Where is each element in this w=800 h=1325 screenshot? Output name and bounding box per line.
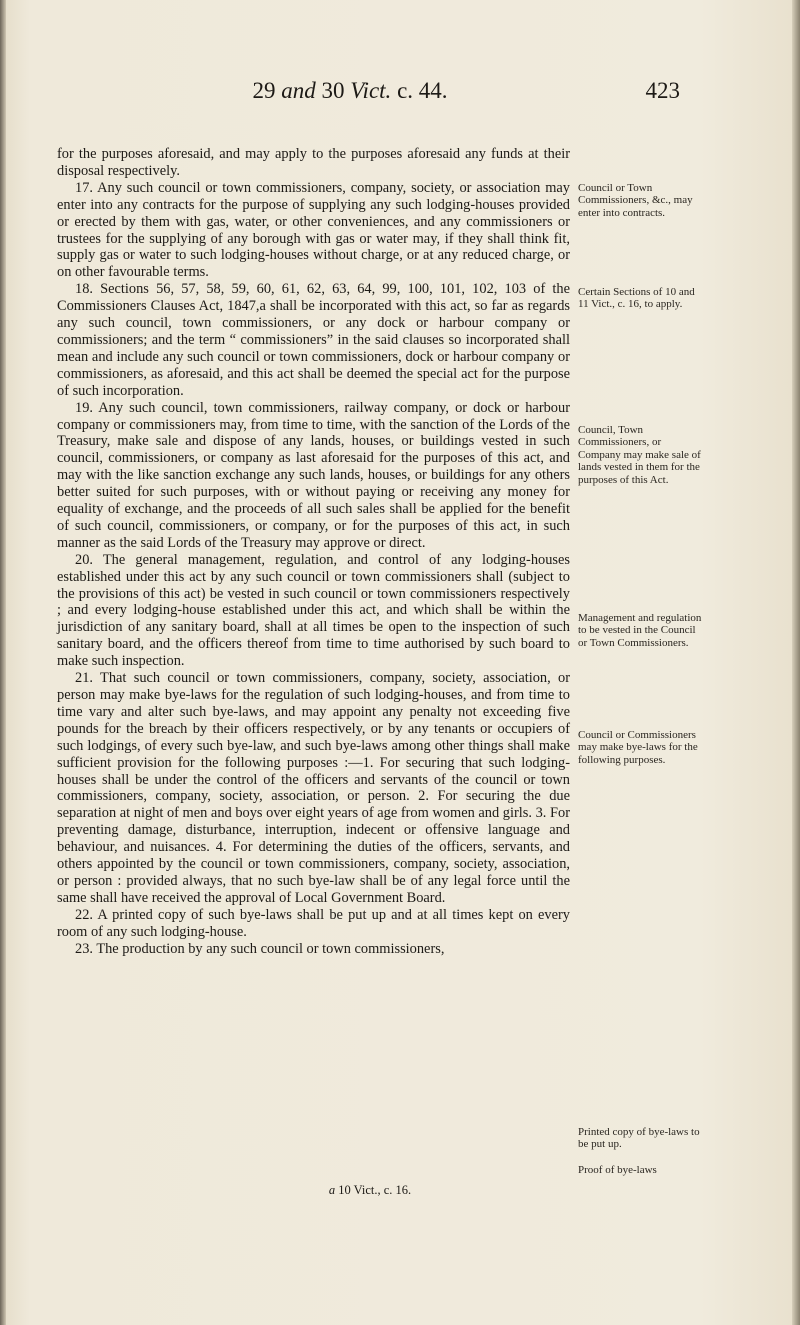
header-title-vict: Vict.: [350, 78, 392, 103]
paragraph-section-20: 20. The general management, regulation, and control of any lodging-houses established under this act by any such council or town commissioners shall (subject to the provisions of this act) be vested in such council or town commissioners respectively ; and every lodging-house established under this act, and which shall be within the jurisdiction of any sanitary board, shall at all times be open to the inspection of such sanitary board, and the officers thereof from time to time authorised by such board to make such inspection.: [57, 551, 570, 670]
binding-shadow-left: [0, 0, 6, 1325]
margin-note-printed-copy: Printed copy of bye-laws to be put up.: [578, 1126, 700, 1151]
paragraph-section-21: 21. That such council or town commissioners, company, society, association, or person may make bye-laws for the regulation of such lodging-houses, and from time to time vary and alter such bye-laws, and may appoint any penalty not exceeding five pounds for the breach by their officers respectively, or by any tenants or occupiers of such lodgings, of every such bye-law, and such bye-laws among other things shall make sufficient provision for the following purposes :—1. For securing that such lodging-houses shall be under the control of the officers and servants of the council or town commissioners, company, society, association, or person. 2. For securing the due separation at night of men and boys over eight years of age from women and girls. 3. For preventing damage, disturbance, interruption, indecent or offensive language and behaviour, and nuisances. 4. For determining the duties of the officers, servants, and others appointed by the council or town commissioners, company, society, association, or person : provided always, that no such bye-law shall be of any legal force until the same shall have received the approval of Local Government Board.: [57, 670, 570, 906]
body-text: [57, 146, 570, 958]
margin-note-bye-laws: Council or Commissioners may make bye-laws for the following purposes.: [578, 729, 698, 766]
header-title-prefix: 29: [252, 78, 282, 103]
header-title: [200, 78, 500, 104]
margin-note-sale-of-lands: Council, Town Commissioners, or Company may make sale of lands vested in them for the purposes of this Act.: [578, 424, 701, 486]
paragraph-section-18: 18. Sections 56, 57, 58, 59, 60, 61, 62, 63, 64, 99, 100, 101, 102, 103 of the Commissioners Clauses Act, 1847,a shall be incorporated with this act, so far as regards any such council, town commissioners, or any dock or harbour company or commissioners; and the term “ commissioners” in the said clauses so incorporated shall mean and include any such council or town commissioners, dock or harbour company or commissioners, as aforesaid, and this act shall be deemed the special act for the purpose of such incorporation.: [57, 281, 570, 399]
margin-note-contracts: Council or Town Commissioners, &c., may enter into contracts.: [578, 182, 693, 219]
margin-note-certain-sections: Certain Sections of 10 and 11 Vict., c. 16, to apply.: [578, 286, 695, 311]
paragraph-continuation: for the purposes aforesaid, and may apply to the purposes aforesaid any funds at their disposal respectively.: [57, 146, 570, 179]
margin-note-management: Management and regulation to be vested in the Council or Town Commissioners.: [578, 612, 702, 649]
page-edge-right: [792, 0, 800, 1325]
paragraph-section-17: 17. Any such council or town commissioners, company, society, or association may enter into any contracts for the purpose of supplying any such lodging-houses provided or erected by them with gas, water, or other conveniences, and any commissioners or trustees for the supplying of any borough with gas or water may, if they shall think fit, supply gas or water to such lodging-houses without charge, or at any reduced charge, or on other favourable terms.: [57, 179, 570, 281]
page-number: 423: [645, 78, 680, 103]
paragraph-section-22: 22. A printed copy of such bye-laws shall be put up and at all times kept on every room of any such lodging-house.: [57, 906, 570, 940]
header-title-suffix: c. 44.: [391, 78, 448, 103]
running-header: [70, 78, 680, 118]
header-title-and: and: [281, 78, 316, 103]
footnote-marker: a: [328, 1183, 336, 1197]
paragraph-section-19: 19. Any such council, town commissioners, railway company, or dock or harbour company or commissioners may, from time to time, with the sanction of the Lords of the Treasury, make sale and dispose of any lands, houses, or buildings vested in such council, commissioners, or company as last aforesaid for the purposes of this act, and may with the like sanction exchange any such lands, houses, or buildings for any others better suited for such purposes, with or without paying or receiving any money for equality of exchange, and the proceeds of all such sales shall be applied for the benefit of such council, commissioners, or company, or for the purposes of this act, in such manner as the said Lords of the Treasury may approve or direct.: [57, 399, 570, 551]
footnote-text: 10 Vict., c. 16.: [335, 1183, 412, 1197]
header-title-mid: 30: [315, 78, 351, 103]
margin-note-proof: Proof of bye-laws: [578, 1164, 657, 1176]
paragraph-section-23: 23. The production by any such council or town commissioners,: [75, 940, 445, 957]
footnote: [0, 1183, 800, 1198]
